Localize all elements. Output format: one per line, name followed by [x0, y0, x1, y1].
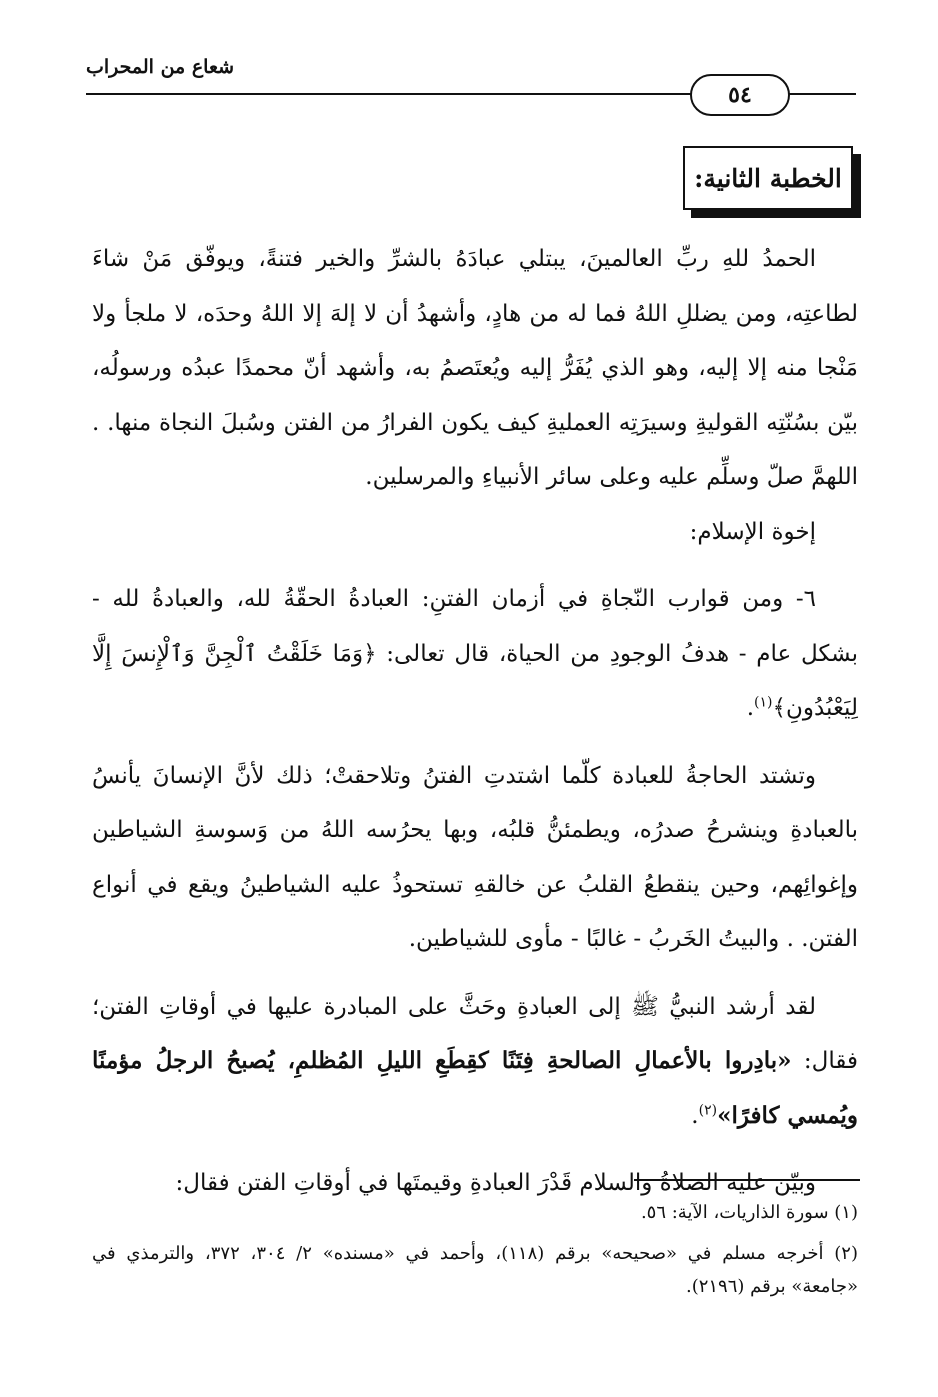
footnote-2: (٢) أخرجه مسلم في «صحيحه» برقم (١١٨)، وأحمد في «مسنده» ٢/ ٣٠٤، ٣٧٢، والترمذي في «جامعة» برقم (٢١٩٦). [92, 1243, 858, 1297]
opening-paragraph: الحمدُ للهِ ربِّ العالمينَ، يبتلي عبادَهُ بالشرِّ والخير فتنةً، ويوفّق مَنْ شاءَ لطاعتِه، ومن يضللِ اللهُ فما له من هادٍ، وأشهدُ أن لا إلهَ إلا اللهُ وحدَه، لا ملجأ ولا مَنْجا منه إلا إليه، وهو الذي يُفَرُّ إليه ويُعتَصمُ به، وأشهد أنّ محمدًا عبدُه ورسولُه، بيّن بسُنّتِه القوليةِ وسيرَتِه العمليةِ كيف يكون الفرارُ من الفتن وسُبلَ النجاة منها. . اللهمَّ صلّ وسلِّم عليه وعلى سائر الأنبياءِ والمرسلين. [92, 246, 858, 490]
address-line: إخوة الإسلام: [689, 518, 816, 545]
footnote-ref-1: (١) [754, 694, 773, 711]
footnote-ref-2: (٢) [698, 1101, 718, 1118]
point-six-paragraph [92, 572, 858, 736]
hadith-paragraph [92, 980, 858, 1144]
page-number: ٥٤ [690, 74, 790, 116]
hadith-intro: لقد أرشد النبيُّ ﷺ إلى العبادةِ وحَثَّ على المبادرة عليها في أوقاتِ الفتن؛ فقال: [92, 993, 858, 1074]
quran-verse: ﴿وَمَا خَلَقْتُ ٱلْجِنَّ وَٱلْإِنسَ إِلَّا لِيَعْبُدُونِ﴾ [92, 640, 858, 721]
footnote-1: (١) سورة الذاريات، الآية: ٥٦. [640, 1202, 858, 1223]
worship-paragraph: وتشتد الحاجةُ للعبادة كلّما اشتدتِ الفتنُ وتلاحقتْ؛ ذلك لأنَّ الإنسانَ يأنسُ بالعبادةِ وينشرحُ صدرُه، ويطمئنُّ قلبُه، وبها يحرُسه اللهُ من وَسوسةِ الشياطين وإغوائِهم، وحين ينقطعُ القلبُ عن خالقهِ تستحوذُ عليه الشياطينُ ويقع في أنواع الفتن. . والبيتُ الخَربُ - غالبًا - مأوى للشياطين. [92, 762, 858, 952]
footnote-rule [634, 1179, 860, 1181]
sentence-end: . [691, 1102, 699, 1129]
running-header-title: شعاع من المحراب [86, 56, 235, 78]
point-six-text: ٦- ومن قوارب النّجاةِ في أزمان الفتنِ: العبادةُ الحقّةُ لله، والعبادةُ لله - بشكل عام - هدفُ الوجودِ من الحياة، قال تعالى: [92, 586, 858, 667]
closing-paragraph: وبيّن عليه الصلاةُ والسلام قَدْرَ العبادةِ وقيمتَها في أوقاتِ الفتن فقال: [175, 1170, 816, 1196]
sentence-end: . [746, 695, 754, 721]
footnotes [92, 1196, 858, 1311]
hadith-quote: «بادِروا بالأعمالِ الصالحةِ فِتَنًا كقِطَعِ الليلِ المُظلمِ، يُصبحُ الرجلُ مؤمنًا ويُمسي كافرًا» [92, 1047, 858, 1129]
section-heading: الخطبة الثانية: [683, 146, 853, 210]
body-text [92, 232, 858, 1211]
